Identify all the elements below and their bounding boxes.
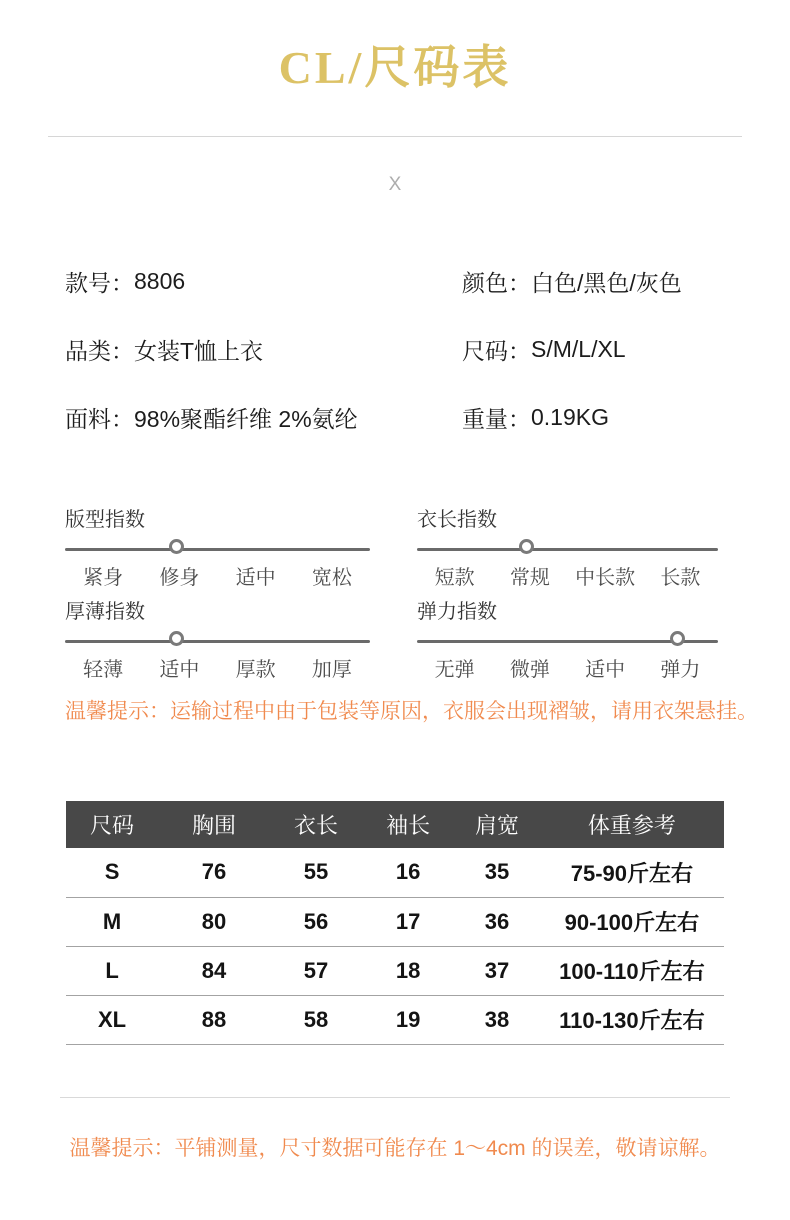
- info-value: S/M/L/XL: [531, 335, 626, 362]
- table-cell: 38: [454, 995, 540, 1044]
- slider-line: [417, 548, 718, 551]
- table-cell: 56: [270, 897, 362, 946]
- slider-scale: [417, 565, 718, 591]
- measurement-notice: 温馨提示：平铺测量，尺寸数据可能存在 1～4cm 的误差，敬请谅解。: [69, 1136, 721, 1160]
- size-table: [66, 801, 724, 1045]
- index-slider: [65, 507, 370, 591]
- table-cell: 35: [454, 848, 540, 897]
- info-value: 白色/黑色/灰色: [531, 269, 682, 296]
- table-cell: 110-130斤左右: [540, 995, 724, 1044]
- slider-scale: [65, 657, 370, 683]
- info-value: 98%聚酯纤维 2%氨纶: [134, 405, 358, 432]
- table-header-row: [66, 801, 724, 848]
- slider-line: [65, 548, 370, 551]
- slider-scale-label: 弹力: [660, 659, 701, 681]
- slider-scale-label: 宽松: [311, 567, 352, 589]
- index-slider: [417, 599, 718, 683]
- slider-knob: [670, 631, 685, 646]
- table-cell: 18: [362, 946, 454, 995]
- table-row: [66, 995, 724, 1044]
- table-row: [66, 848, 724, 897]
- table-header-cell: 袖长: [362, 801, 454, 848]
- index-slider: [417, 507, 718, 591]
- table-cell: 58: [270, 995, 362, 1044]
- slider-scale: [65, 565, 370, 591]
- table-cell: 88: [158, 995, 270, 1044]
- slider-scale-label: 紧身: [83, 567, 124, 589]
- table-header-cell: 肩宽: [454, 801, 540, 848]
- table-header-cell: 胸围: [158, 801, 270, 848]
- info-label: 重量：: [462, 405, 531, 432]
- info-value: 0.19KG: [531, 403, 609, 430]
- table-cell: 19: [362, 995, 454, 1044]
- slider-scale-label: 适中: [159, 659, 200, 681]
- table-cell: 75-90斤左右: [540, 848, 724, 897]
- slider-title: 版型指数: [65, 509, 145, 531]
- slider-knob: [169, 539, 184, 554]
- info-label: 颜色：: [462, 269, 531, 296]
- slider-scale-label: 短款: [434, 567, 475, 589]
- table-cell: 36: [454, 897, 540, 946]
- slider-track: [417, 539, 718, 560]
- slider-scale-label: 厚款: [235, 659, 276, 681]
- table-row: [66, 897, 724, 946]
- slider-line: [65, 640, 370, 643]
- slider-scale-label: 长款: [660, 567, 701, 589]
- slider-scale-label: 中长款: [575, 567, 636, 589]
- slider-knob: [519, 539, 534, 554]
- table-cell: 100-110斤左右: [540, 946, 724, 995]
- table-cell: 37: [454, 946, 540, 995]
- table-cell: XL: [66, 995, 158, 1044]
- table-cell: 55: [270, 848, 362, 897]
- page-title: CL/尺码表: [278, 42, 512, 93]
- slider-title: 弹力指数: [417, 601, 497, 623]
- watermark-x: X: [388, 174, 402, 195]
- slider-scale-label: 无弹: [434, 659, 475, 681]
- table-cell: 90-100斤左右: [540, 897, 724, 946]
- product-info-item: [462, 247, 790, 315]
- slider-track: [65, 539, 370, 560]
- slider-scale-label: 修身: [159, 567, 200, 589]
- table-header-cell: 衣长: [270, 801, 362, 848]
- table-cell: 84: [158, 946, 270, 995]
- info-label: 尺码：: [462, 337, 531, 364]
- product-info-item: [462, 315, 790, 383]
- index-slider: [65, 599, 370, 683]
- slider-knob: [169, 631, 184, 646]
- top-divider: [48, 136, 742, 137]
- info-value: 8806: [134, 267, 186, 294]
- bottom-divider: [60, 1097, 730, 1098]
- product-info-item: [462, 383, 790, 451]
- slider-scale: [417, 657, 718, 683]
- product-info-item: [65, 247, 462, 315]
- info-label: 面料：: [65, 405, 134, 432]
- table-cell: 76: [158, 848, 270, 897]
- product-info: [0, 247, 790, 451]
- table-cell: 57: [270, 946, 362, 995]
- product-info-item: [65, 383, 462, 451]
- info-label: 品类：: [65, 337, 134, 364]
- table-row: [66, 946, 724, 995]
- info-label: 款号：: [65, 269, 134, 296]
- table-header-cell: 尺码: [66, 801, 158, 848]
- table-cell: S: [66, 848, 158, 897]
- slider-track: [65, 631, 370, 652]
- table-cell: 16: [362, 848, 454, 897]
- table-cell: 80: [158, 897, 270, 946]
- table-header-cell: 体重参考: [540, 801, 724, 848]
- slider-scale-label: 常规: [509, 567, 550, 589]
- slider-scale-label: 加厚: [311, 659, 352, 681]
- table-cell: M: [66, 897, 158, 946]
- index-sliders: [0, 507, 790, 683]
- table-cell: L: [66, 946, 158, 995]
- slider-scale-label: 适中: [585, 659, 626, 681]
- slider-scale-label: 适中: [235, 567, 276, 589]
- slider-scale-label: 轻薄: [83, 659, 124, 681]
- slider-title: 厚薄指数: [65, 601, 145, 623]
- info-value: 女装T恤上衣: [134, 337, 264, 364]
- slider-title: 衣长指数: [417, 509, 497, 531]
- product-info-item: [65, 315, 462, 383]
- slider-scale-label: 微弹: [509, 659, 550, 681]
- shipping-notice: 温馨提示：运输过程中由于包装等原因，衣服会出现褶皱，请用衣架悬挂。: [65, 700, 758, 723]
- table-cell: 17: [362, 897, 454, 946]
- slider-track: [417, 631, 718, 652]
